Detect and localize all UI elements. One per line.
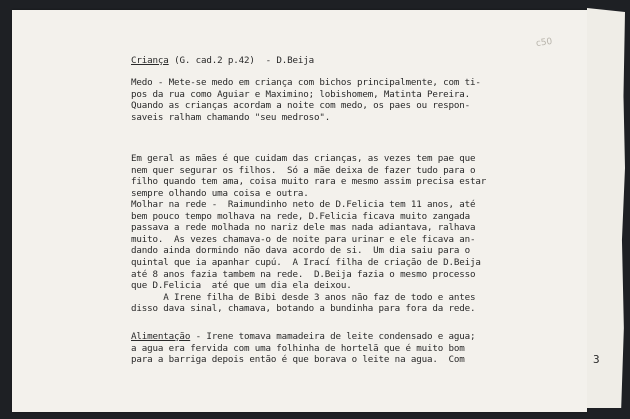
header-topic: Criança <box>131 55 169 66</box>
text-line: até 8 anos fazia tambem na rede. D.Beija fazia o mesmo processo <box>131 268 476 280</box>
text-line: muito. As vezes chamava-o de noite para urinar e ele ficava an- <box>131 233 476 245</box>
text-line: Medo - Mete-se medo em criança com bichos principalmente, com ti- <box>131 77 481 88</box>
text-line: pos da rua como Aguiar e Maximino; lobishomem, Matinta Pereira. <box>131 88 471 100</box>
text-line: bem pouco tempo molhava na rede, D.Felicia ficava muito zangada <box>131 210 471 222</box>
paragraph-rede <box>131 199 481 315</box>
alimentacao-line-start: - Irene tomava mamadeira de leite condensado e agua; <box>190 331 476 342</box>
paragraph-medo <box>131 77 481 123</box>
text-line: passava a rede molhada no nariz dele mas nada adiantava, ralhava <box>131 222 476 234</box>
text-line: que D.Felicia até que um dia ela deixou. <box>131 280 352 292</box>
text-line: A Irene filha de Bibi desde 3 anos não faz de todo e antes <box>131 291 476 303</box>
text-line: para a barriga depois então é que borava o leite na agua. Com <box>131 354 465 366</box>
paragraph-alimentacao <box>131 331 475 366</box>
document-header <box>131 55 314 67</box>
text-line: Em geral as mães é que cuidam das crianças, as vezes tem pae que <box>131 153 476 164</box>
text-line: Molhar na rede - Raimundinho neto de D.Felicia tem 11 anos, até <box>131 199 476 210</box>
text-line: saveis ralham chamando "seu medroso". <box>131 111 331 123</box>
text-line: sempre olhando uma coisa e outra. <box>131 187 309 199</box>
text-line: disso dava sinal, chamava, botando a bundinha para fora da rede. <box>131 303 476 315</box>
text-line: nem quer segurar os filhos. Só a mãe deixa de fazer tudo para o <box>131 164 476 176</box>
text-line: filho quando tem ama, coisa muito rara e mesmo assim precisa estar <box>131 176 487 188</box>
text-line: dando ainda dormindo não dava acordo de si. Um dia saiu para o <box>131 245 471 257</box>
paragraph-cuidados <box>131 153 486 199</box>
header-separator: - <box>265 55 271 66</box>
text-line: Quando as crianças acordam a noite com medo, os paes ou respon- <box>131 100 471 112</box>
header-informant: D.Beija <box>276 55 315 66</box>
text-line: a agua era fervida com uma folhinha de hortelã que é muito bom <box>131 342 465 354</box>
page-number: 3 <box>593 353 600 366</box>
alimentacao-label: Alimentação <box>131 331 191 342</box>
torn-page-edge <box>587 8 625 408</box>
text-line <box>131 331 475 343</box>
pencil-annotation: c50 <box>535 36 554 50</box>
header-reference: (G. cad.2 p.42) <box>174 55 255 66</box>
text-line: quintal que ia apanhar cupú. A Irací filha de criação de D.Beija <box>131 256 481 268</box>
